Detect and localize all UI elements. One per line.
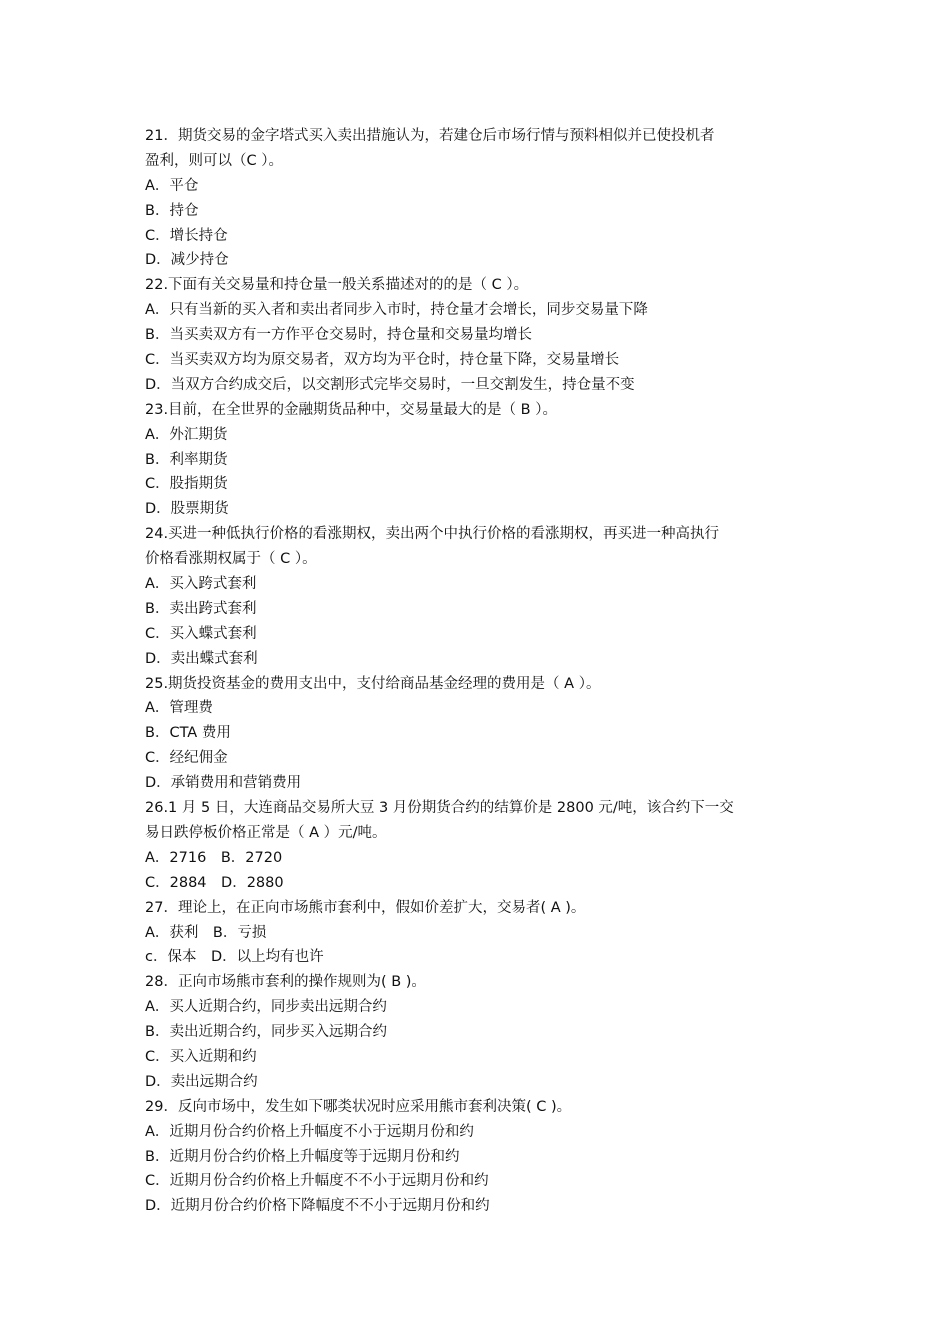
text-line: 22.下面有关交易量和持仓量一般关系描述对的的是（ C ）。 [145, 277, 529, 294]
text-line: 盈利，则可以（C ）。 [145, 152, 283, 169]
text-line: 价格看涨期权属于（ C ）。 [145, 551, 317, 568]
text-line: B．卖出近期合约，同步买入远期合约 [145, 1024, 387, 1041]
text-line: A．买人近期合约，同步卖出远期合约 [145, 999, 387, 1016]
text-line: A．近期月份合约价格上升幅度不小于远期月份和约 [145, 1123, 474, 1140]
text-line: D．当双方合约成交后，以交割形式完毕交易时，一旦交割发生，持仓量不变 [145, 376, 635, 393]
text-line: A．买入跨式套利 [145, 576, 257, 593]
text-line: D．承销费用和营销费用 [145, 775, 302, 792]
text-line: 25.期货投资基金的费用支出中，支付给商品基金经理的费用是（ A ）。 [145, 675, 601, 692]
text-line: B．近期月份合约价格上升幅度等于远期月份和约 [145, 1148, 460, 1165]
text-line: C．买入近期和约 [145, 1048, 257, 1065]
text-line: A．平仓 [145, 177, 199, 194]
text-line: B．当买卖双方有一方作平仓交易时，持仓量和交易量均增长 [145, 327, 532, 344]
text-line: C．股指期货 [145, 476, 228, 493]
text-line: D．减少持仓 [145, 252, 229, 269]
text-line: B．利率期货 [145, 451, 228, 468]
text-line: 26.1 月 5 日，大连商品交易所大豆 3 月份期货合约的结算价是 2800 元/吨，该合约下一交 [145, 800, 734, 817]
text-line: 23.目前，在全世界的金融期货品种中，交易量最大的是（ B ）。 [145, 401, 557, 418]
text-line: 易日跌停板价格正常是（ A ）元/吨。 [145, 824, 387, 841]
text-line: 28．正向市场熊市套利的操作规则为( B )。 [145, 974, 426, 991]
text-line: C．当买卖双方均为原交易者，双方均为平仓时，持仓量下降，交易量增长 [145, 352, 620, 369]
text-line: A．外汇期货 [145, 426, 228, 443]
text-line: 24.买进一种低执行价格的看涨期权，卖出两个中执行价格的看涨期权，再买进一种高执行 [145, 526, 720, 543]
text-line: 29．反向市场中，发生如下哪类状况时应采用熊市套利决策( C )。 [145, 1098, 572, 1115]
text-line: B．持仓 [145, 202, 199, 219]
text-line: B．卖出跨式套利 [145, 600, 257, 617]
text-line: D．近期月份合约价格下降幅度不不小于远期月份和约 [145, 1198, 490, 1215]
text-line: B．CTA 费用 [145, 725, 231, 742]
text-line: 21．期货交易的金字塔式买入卖出措施认为，若建仓后市场行情与预料相似并已使投机者 [145, 128, 715, 144]
text-line: C．近期月份合约价格上升幅度不不小于远期月份和约 [145, 1173, 489, 1190]
text-line: A．只有当新的买入者和卖出者同步入市时，持仓量才会增长，同步交易量下降 [145, 302, 648, 319]
text-line: D．卖出远期合约 [145, 1073, 258, 1090]
text-line: C．2884 D．2880 [145, 874, 284, 891]
text-line: A．获利 B．亏损 [145, 924, 267, 941]
text-line: A．2716 B．2720 [145, 849, 283, 866]
text-line: A．管理费 [145, 700, 213, 717]
text-line: C．经纪佣金 [145, 750, 228, 767]
text-line: D．卖出蝶式套利 [145, 650, 258, 667]
text-line: 27．理论上，在正向市场熊市套利中，假如价差扩大，交易者( A )。 [145, 899, 586, 916]
text-line: D．股票期货 [145, 501, 229, 518]
text-line: c．保本 D．以上均有也许 [145, 949, 324, 966]
text-line: C．增长持仓 [145, 227, 228, 244]
text-line: C．买入蝶式套利 [145, 625, 257, 642]
question-list [145, 124, 815, 1219]
